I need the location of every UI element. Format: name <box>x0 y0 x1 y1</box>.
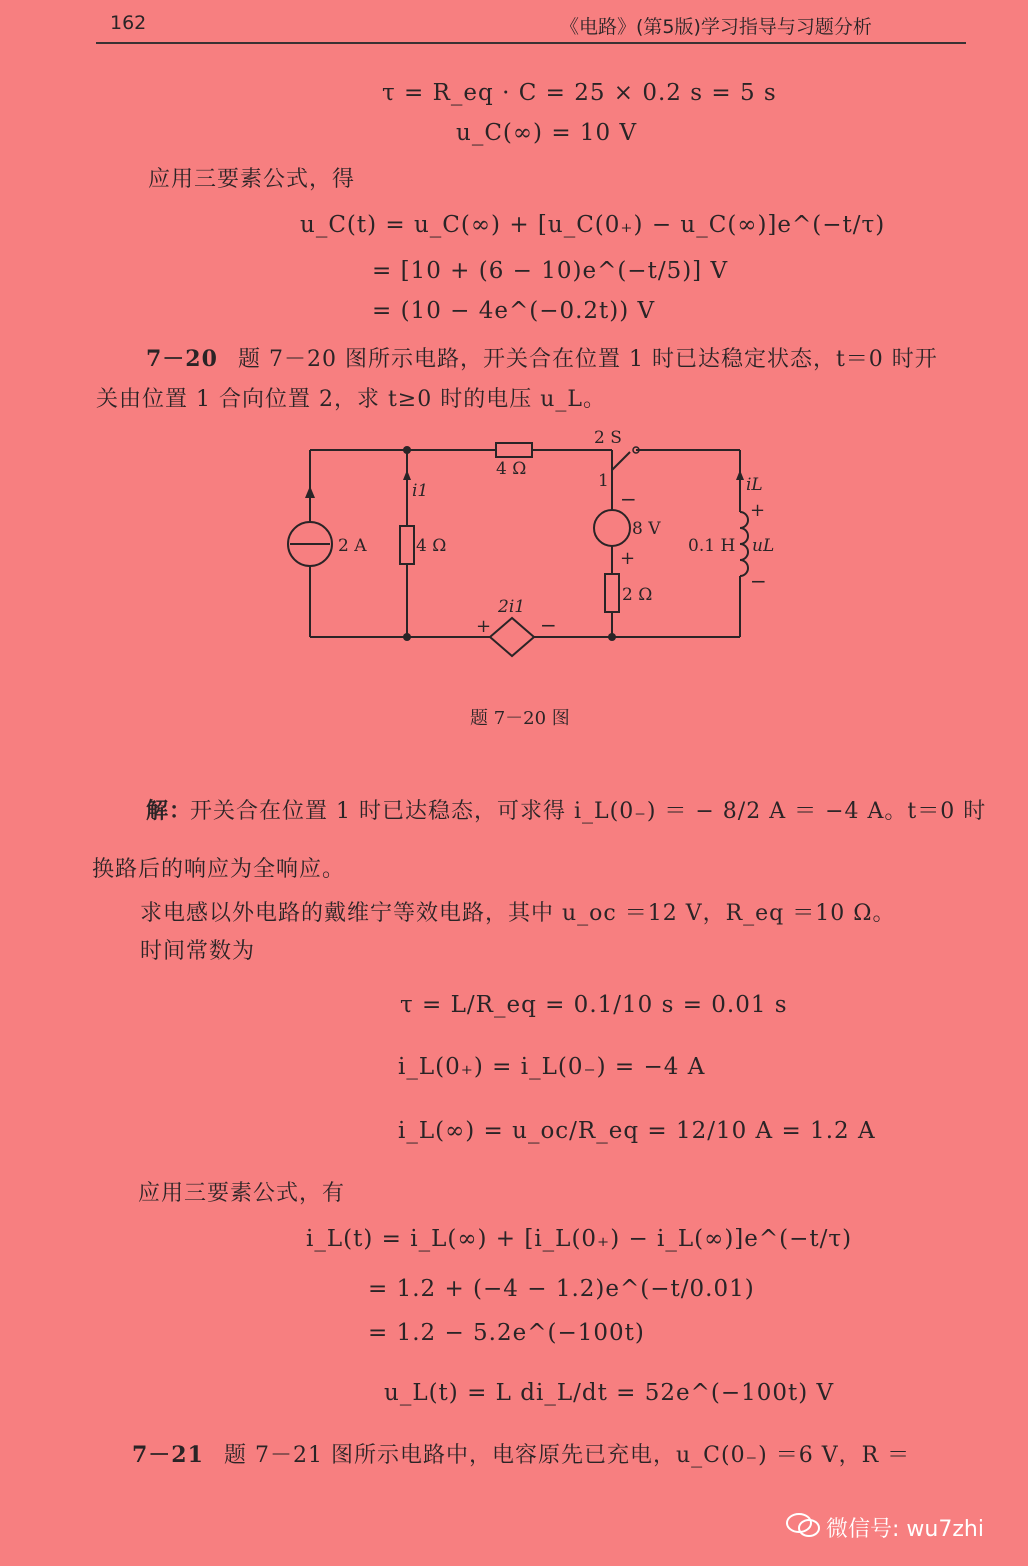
uc-formula-step3: = (10 − 4e^(−0.2t)) V <box>372 298 656 324</box>
circuit-diagram <box>0 0 1028 760</box>
problem-number-7-20: 7－20 <box>146 346 218 372</box>
label-inductor-current: iL <box>746 475 763 495</box>
iL-formula-step3: = 1.2 − 5.2e^(−100t) <box>368 1320 645 1346</box>
wechat-icon <box>786 1512 820 1538</box>
problem-7-21-text: 题 7－21 图所示电路中，电容原先已充电，u_C(0₋) ＝6 V，R ＝ <box>224 1443 911 1468</box>
label-resistor-right: 2 Ω <box>622 585 653 605</box>
solution-line1: 开关合在位置 1 时已达稳态，可求得 i_L(0₋) ＝ − 8/2 A ＝ −4 A。t＝0 时 <box>190 799 987 824</box>
figure-caption: 题 7－20 图 <box>470 708 570 729</box>
label-dep-plus: + <box>476 616 492 637</box>
uc-formula-step2: = [10 + (6 − 10)e^(−t/5)] V <box>372 258 729 284</box>
dependent-source-symbol <box>490 618 534 656</box>
problem-7-20-text-line2: 关由位置 1 合向位置 2，求 t≥0 时的电压 u_L。 <box>96 387 607 412</box>
solution-line3: 求电感以外电路的戴维宁等效电路，其中 u_oc ＝12 V，R_eq ＝10 Ω。 <box>140 901 896 926</box>
problem-number-7-21: 7－21 <box>132 1442 204 1468</box>
label-resistor-top: 4 Ω <box>496 459 527 479</box>
iL-formula-step2: = 1.2 + (−4 − 1.2)e^(−t/0.01) <box>368 1276 755 1302</box>
label-dependent-source: 2i1 <box>498 597 526 617</box>
label-switch: 2 S <box>594 428 622 448</box>
label-voltage-source: 8 V <box>632 519 661 539</box>
solution-line2: 换路后的响应为全响应。 <box>92 857 346 882</box>
label-resistor-left: 4 Ω <box>416 536 447 556</box>
label-dep-minus: − <box>540 613 557 637</box>
label-inductor: 0.1 H <box>688 536 736 556</box>
apply-formula-text-2: 应用三要素公式，有 <box>138 1181 346 1206</box>
iL-formula: i_L(t) = i_L(∞) + [i_L(0₊) − i_L(∞)]e^(−t/τ) <box>306 1226 853 1252</box>
uc-infinity-equation: u_C(∞) = 10 V <box>456 120 638 146</box>
inductor-symbol <box>740 512 748 576</box>
page-number: 162 <box>110 12 147 34</box>
label-switch-pos1: 1 <box>598 471 609 491</box>
book-title: 《电路》(第5版)学习指导与习题分析 <box>560 16 872 38</box>
label-inductor-voltage: uL <box>752 536 775 556</box>
tau-solution: τ = L/R_eq = 0.1/10 s = 0.01 s <box>400 992 788 1018</box>
resistor-left <box>400 526 414 564</box>
tau-equation: τ = R_eq · C = 25 × 0.2 s = 5 s <box>382 80 777 106</box>
uc-formula: u_C(t) = u_C(∞) + [u_C(0₊) − u_C(∞)]e^(−t/τ) <box>300 212 886 238</box>
iL-initial: i_L(0₊) = i_L(0₋) = −4 A <box>398 1054 706 1080</box>
label-current-source: 2 A <box>338 536 367 556</box>
voltage-source-symbol <box>594 510 630 546</box>
watermark-text: 微信号: wu7zhi <box>826 1517 984 1542</box>
label-uL-plus: + <box>750 500 766 521</box>
problem-7-20-text-line1: 题 7－20 图所示电路，开关合在位置 1 时已达稳定状态，t＝0 时开 <box>238 347 938 372</box>
solution-line4: 时间常数为 <box>140 939 256 964</box>
uL-formula: u_L(t) = L di_L/dt = 52e^(−100t) V <box>384 1380 835 1406</box>
resistor-top <box>496 443 532 457</box>
iL-infinity: i_L(∞) = u_oc/R_eq = 12/10 A = 1.2 A <box>398 1118 876 1144</box>
label-plus-8v: + <box>620 548 636 569</box>
label-current-i1: i1 <box>412 481 429 501</box>
label-uL-minus: − <box>750 569 767 593</box>
label-minus-8v: − <box>620 487 637 511</box>
solution-label: 解： <box>146 798 193 824</box>
apply-formula-text: 应用三要素公式，得 <box>148 167 356 192</box>
resistor-right <box>605 574 619 612</box>
